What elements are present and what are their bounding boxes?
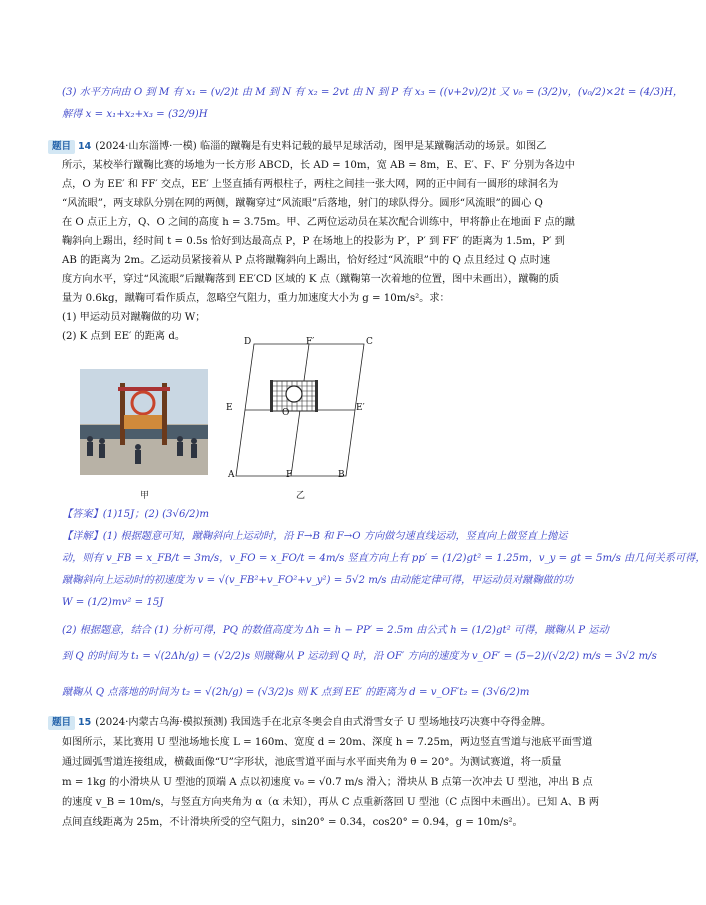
q14-line: (2) K 点到 EE′ 的距离 d。 (62, 331, 186, 342)
q15-tag: 题目 (48, 716, 75, 730)
label-B: B (338, 470, 345, 480)
q14-explanation-line: (2) 根据题意，结合 (1) 分析可得，PQ 的数值高度为 Δh = h − PP′ = 2.5m 由公式 h = (1/2)gt² 可得，蹴鞠从 P 运动 (62, 625, 609, 636)
q14-explanation-line: 蹴鞠从 Q 点落地的时间为 t₂ = √(2h/g) = (√3/2)s 则 K 点到 EE′ 的距离为 d = v_OF′t₂ = (3√6/2)m (62, 687, 530, 698)
q15-number: 15 (78, 717, 92, 728)
q14-line: “风流眼”，两支球队分别在网的两侧，蹴鞠穿过“风流眼”后落地，射门的球队得分。圆形“风流眼”的圆心 Q (62, 198, 543, 209)
label-F: F (286, 470, 293, 480)
q14-line: 在 O 点正上方，Q、O 之间的高度 h = 3.75m。甲、乙两位运动员在某次配合训练中，甲将静止在地面 F 点的蹴 (62, 217, 575, 228)
prev-solution-line-1: (3) 水平方向由 O 到 M 有 x₁ = (v/2)t 由 M 到 N 有 x₂ = 2vt 由 N 到 P 有 x₃ = ((v+2v)/2)t 又 v₀ = (3/2)v，(v₀/2)×2t = (4/3)H， (62, 87, 684, 98)
q14-line: 量为 0.6kg，蹴鞠可看作质点，忽略空气阻力，重力加速度大小为 g = 10m/s²。求： (62, 293, 450, 304)
label-F-prime: F′ (306, 337, 315, 347)
label-O: O (282, 408, 290, 418)
q15-line-0: (2024·内蒙古乌海·模拟预测) 我国选手在北京冬奥会自由式滑雪女子 U 型场地技巧决赛中夺得金牌。 (95, 717, 552, 728)
q15-line: 如图所示，某比赛用 U 型池场地长度 L = 160m、宽度 d = 20m、深度 h = 7.25m，两边竖直雪道与池底平面雪道 (62, 737, 593, 748)
q14-explanation-line: 到 Q 的时间为 t₁ = √(2Δh/g) = (√2/2)s 则蹴鞠从 P 运动到 Q 时，沿 OF′ 方向的速度为 v_OF′ = (5−2)/(√2/2) m/s = 3√2 m/s (62, 651, 657, 662)
q14-explanation-line: 【详解】(1) 根据题意可知，蹴鞠斜向上运动时，沿 F→B 和 F→O 方向做匀速直线运动，竖直向上做竖直上抛运 (62, 531, 568, 542)
q14-line-0: (2024·山东淄博·一模) 临淄的蹴鞠是有史料记载的最早足球活动，图甲是某蹴鞠活动的场景。如图乙 (95, 141, 547, 152)
q14-explanation-line: 动，则有 v_FB = x_FB/t = 3m/s，v_FO = x_FO/t = 4m/s 竖直方向上有 pp′ = (1/2)gt² = 1.25m，v_y = gt = 5m/s 由几何关系可得， (62, 553, 706, 564)
label-A: A (228, 470, 235, 480)
label-C: C (366, 337, 373, 347)
prev-solution-line-2: 解得 x = x₁+x₂+x₃ = (32/9)H (62, 109, 208, 120)
caption-left: 甲 (140, 491, 150, 501)
q14-line: 鞠斜向上踢出，经时间 t = 0.5s 恰好到达最高点 P，P 在场地上的投影为 P′，P′ 到 FF′ 的距离为 1.5m，P′ 到 (62, 236, 565, 247)
q15-line: 点间直线距离为 25m，不计滑块所受的空气阻力，sin20° = 0.34，cos20° = 0.94，g = 10m/s²。 (62, 817, 523, 828)
q14-header (48, 140, 546, 154)
cuju-photo-illustration (80, 369, 208, 475)
q14-explanation-line: 蹴鞠斜向上运动时的初速度为 v = √(v_FB²+v_FO²+v_y²) = 5√2 m/s 由动能定律可得，甲运动员对蹴鞠做的功 (62, 575, 574, 586)
q15-line: 通过圆弧雪道连接组成，横截面像“U”字形状，池底雪道平面与水平面夹角为 θ = 20°。为测试赛道，将一质量 (62, 757, 562, 768)
q14-line: 点，O 为 EE′ 和 FF′ 交点，EE′ 上竖直插有两根柱子，两柱之间挂一张大网，网的正中间有一圆形的球洞名为 (62, 179, 559, 190)
q15-line: m = 1kg 的小滑块从 U 型池的顶端 A 点以初速度 v₀ = √0.7 m/s 滑入；滑块从 B 点第一次冲去 U 型池，冲出 B 点 (62, 777, 593, 788)
q14-answer: 【答案】(1)15J；(2) (3√6/2)m (62, 509, 210, 520)
q15-header (48, 716, 551, 730)
q14-line: 度方向水平，穿过“风流眼”后蹴鞠落到 EE′CD 区域的 K 点（蹴鞠第一次着地的位置，图中未画出），蹴鞠的质 (62, 274, 560, 285)
q14-tag: 题目 (48, 140, 75, 154)
q14-explanation-line: W = (1/2)mv² = 15J (62, 597, 164, 608)
q14-line: AB 的距离为 2m。乙运动员紧接着从 P 点将蹴鞠斜向上踢出，恰好经过“风流眼”中的 Q 点且经过 Q 点时速 (62, 255, 551, 266)
label-E: E (226, 403, 233, 413)
q14-number: 14 (78, 141, 92, 152)
cuju-photo (80, 369, 208, 475)
q14-line: 所示，某校举行蹴鞠比赛的场地为一长方形 ABCD，长 AD = 10m，宽 AB = 8m，E、E′、F、F′ 分别为各边中 (62, 160, 575, 171)
label-D: D (244, 337, 252, 347)
label-E-prime: E′ (356, 403, 365, 413)
caption-right: 乙 (296, 491, 306, 501)
q15-line: 的速度 v_B = 10m/s，与竖直方向夹角为 α（α 未知），再从 C 点重新落回 U 型池（C 点图中未画出）。已知 A、B 两 (62, 797, 599, 808)
q14-line: (1) 甲运动员对蹴鞠做的功 W； (62, 312, 206, 323)
